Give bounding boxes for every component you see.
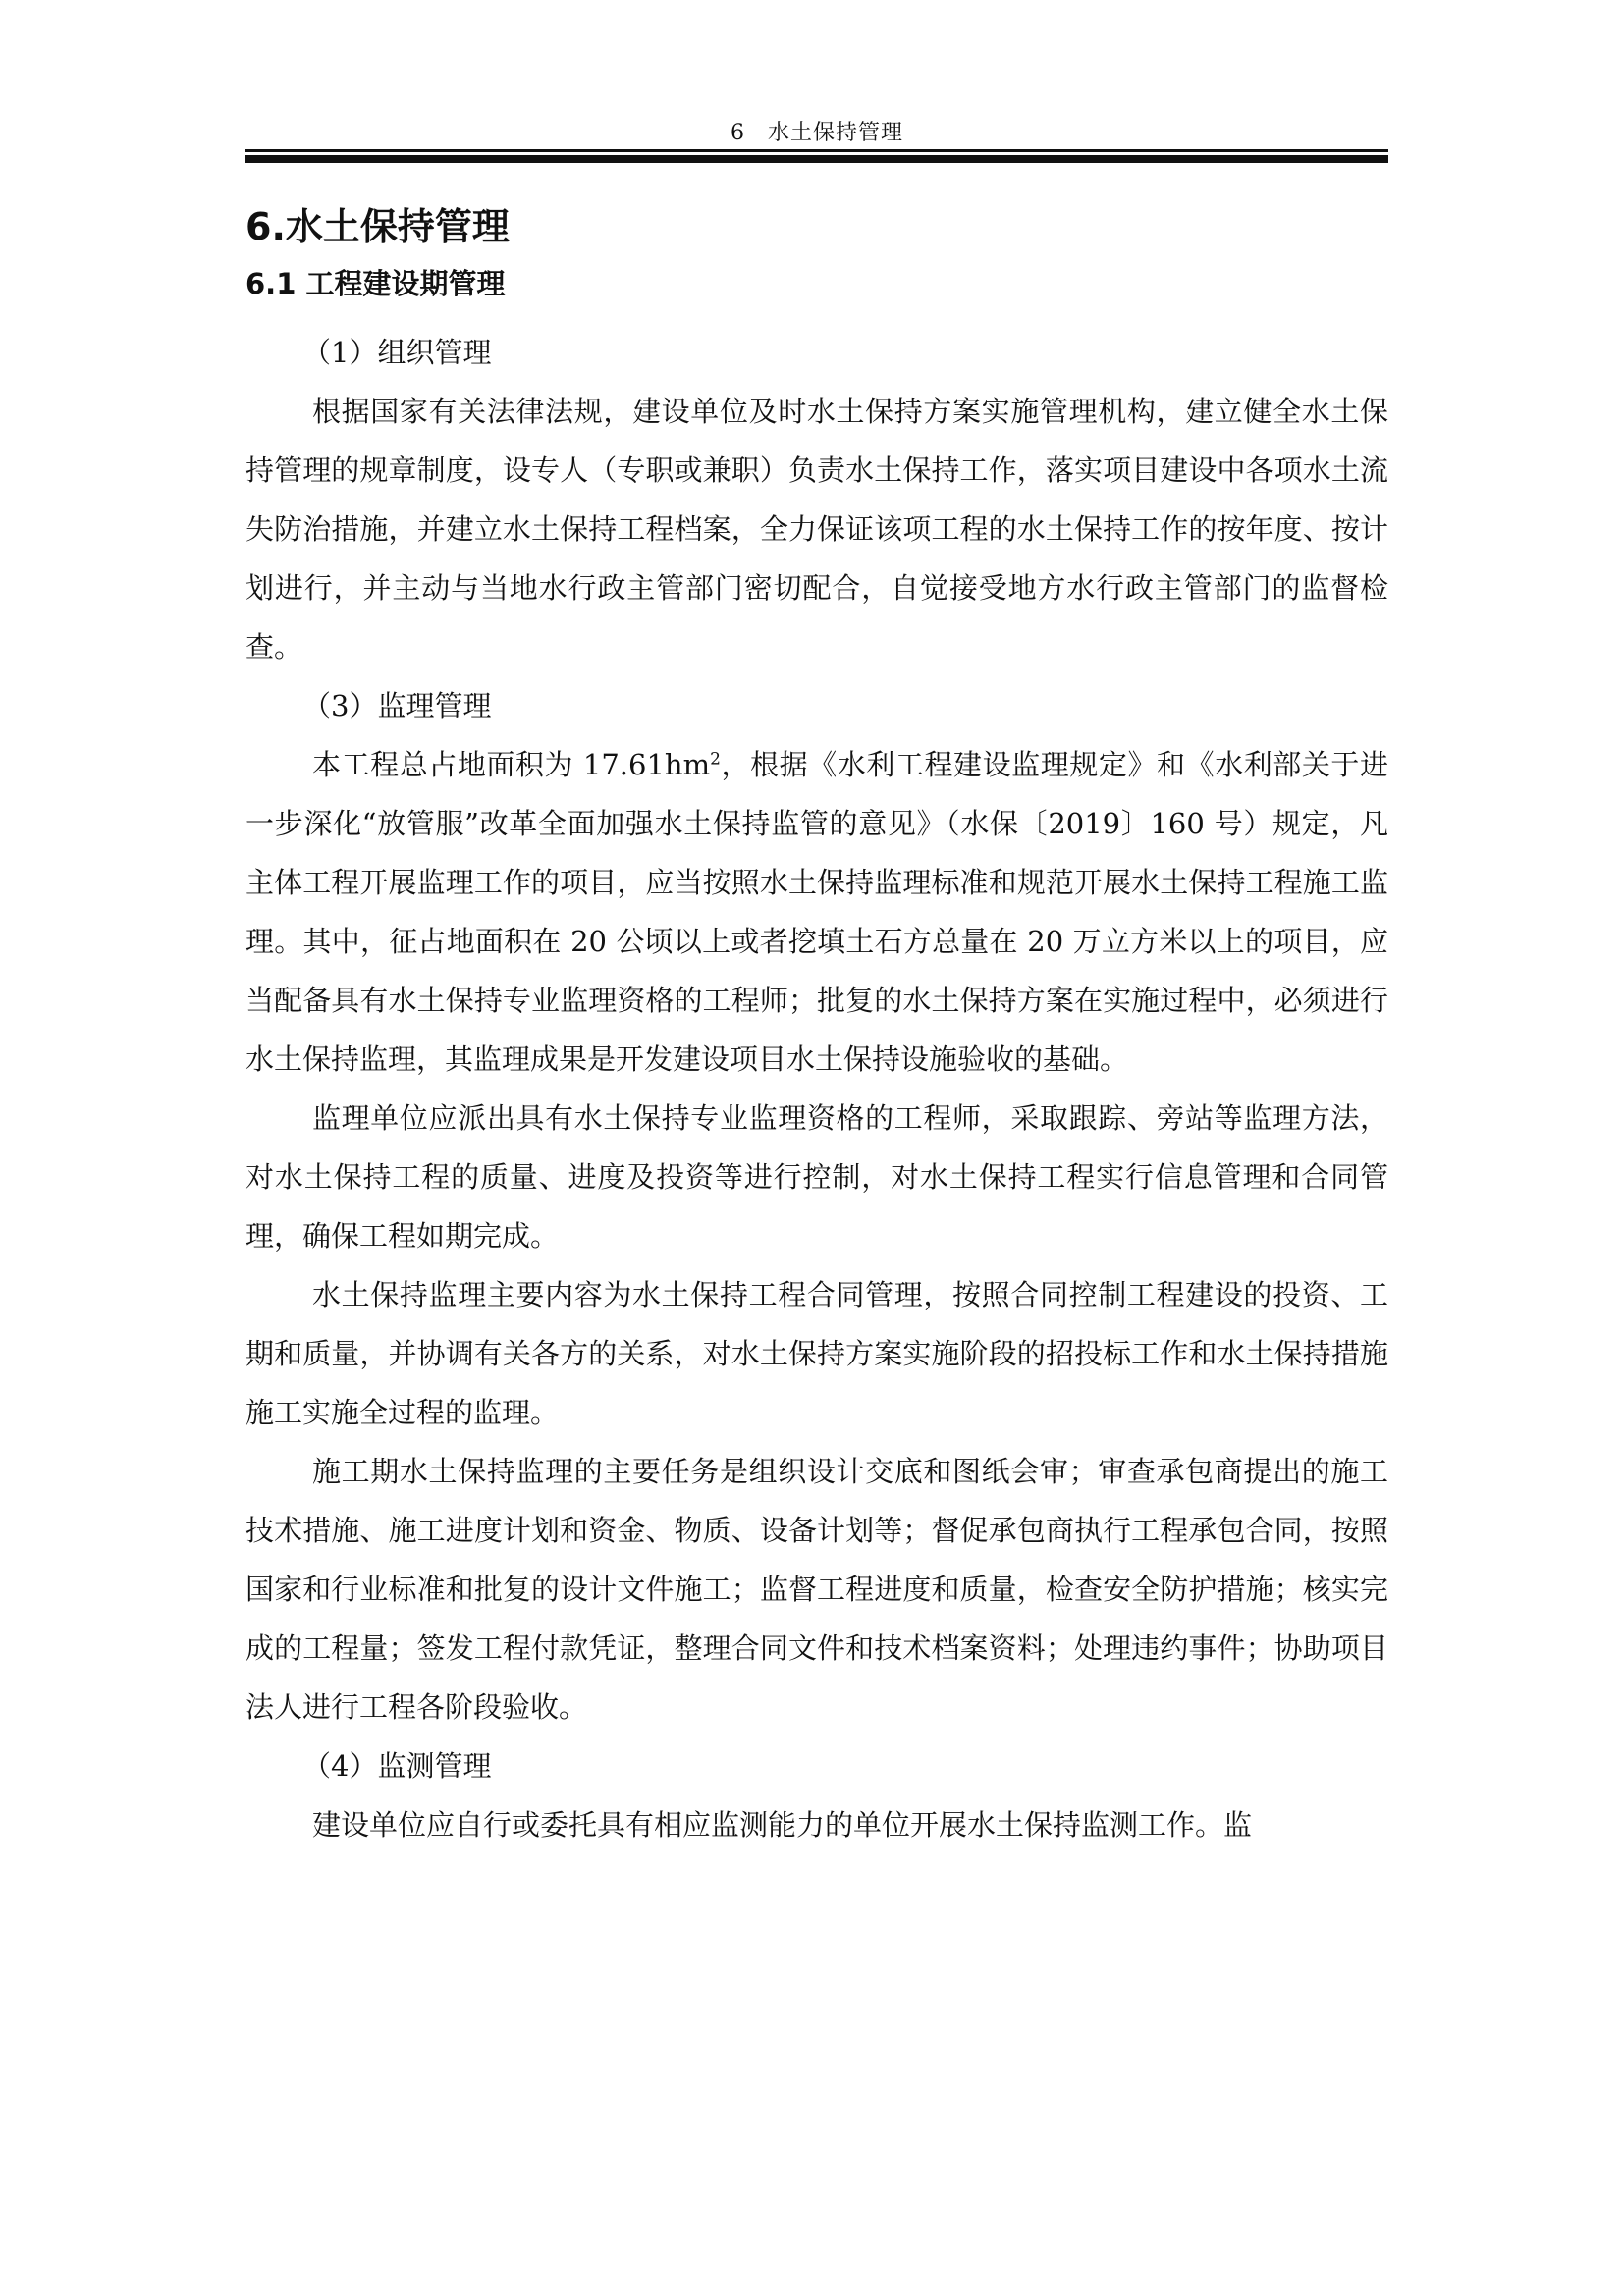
supervision-scope-text: ，根据《水利工程建设监理规定》和《水利部关于进一步深化“放管服”改革全面加强水土保持监管的意见》（水保〔2019〕160 号）规定，凡主体工程开展监理工作的项目，应当按照水土保持监理标准和规范开展水土保持工程施工监理。其中，征占地面积在 20 公顷以上或者挖填土石方总量在 20 万立方米以上的项目，应当配备具有水土保持专业监理资格的工程师；批复的水土保持方案在实施过程中，必须进行水土保持监理，其监理成果是开发建设项目水土保持设施验收的基础。	[245, 748, 1388, 1076]
paragraph-supervision-content: 水土保持监理主要内容为水土保持工程合同管理，按照合同控制工程建设的投资、工期和质量，并协调有关各方的关系，对水土保持方案实施阶段的招投标工作和水土保持措施施工实施全过程的监理。	[245, 1278, 1388, 1429]
chapter-title: 6.水土保持管理	[245, 205, 510, 248]
paragraph-supervision-tasks: 施工期水土保持监理的主要任务是组织设计交底和图纸会审；审查承包商提出的施工技术措施、施工进度计划和资金、物质、设备计划等；督促承包商执行工程承包合同，按照国家和行业标准和批复的设计文件施工；监督工程进度和质量，检查安全防护措施；核实完成的工程量；签发工程付款凭证，整理合同文件和技术档案资料；处理违约事件；协助项目法人进行工程各阶段验收。	[245, 1455, 1388, 1724]
page-content	[245, 191, 1388, 1854]
paragraph-supervision-unit: 监理单位应派出具有水土保持专业监理资格的工程师，采取跟踪、旁站等监理方法，对水土保持工程的质量、进度及投资等进行控制，对水土保持工程实行信息管理和合同管理，确保工程如期完成。	[245, 1101, 1388, 1253]
header-rule-thick	[245, 155, 1388, 163]
section-title: 6.1 工程建设期管理	[245, 267, 506, 300]
header-rule-thin	[245, 149, 1388, 152]
area-text: 本工程总占地面积为 17.61hm	[312, 748, 711, 781]
paragraph-organization: 根据国家有关法律法规，建设单位及时水土保持方案实施管理机构，建立健全水土保持管理的规章制度，设专人（专职或兼职）负责水土保持工作，落实项目建设中各项水土流失防治措施，并建立水土保持工程档案，全力保证该项工程的水土保持工作的按年度、按计划进行，并主动与当地水行政主管部门密切配合，自觉接受地方水行政主管部门的监督检查。	[245, 395, 1388, 664]
subheading-organization: （1）组织管理	[302, 336, 492, 369]
paragraph-monitoring: 建设单位应自行或委托具有相应监测能力的单位开展水土保持监测工作。监	[312, 1808, 1253, 1842]
subheading-monitoring: （4）监测管理	[302, 1749, 492, 1783]
paragraph-supervision-scope	[245, 735, 1388, 1089]
subheading-supervision: （3）监理管理	[302, 689, 492, 722]
running-header: 6 水土保持管理	[731, 121, 903, 145]
area-unit-superscript: 2	[710, 749, 721, 770]
